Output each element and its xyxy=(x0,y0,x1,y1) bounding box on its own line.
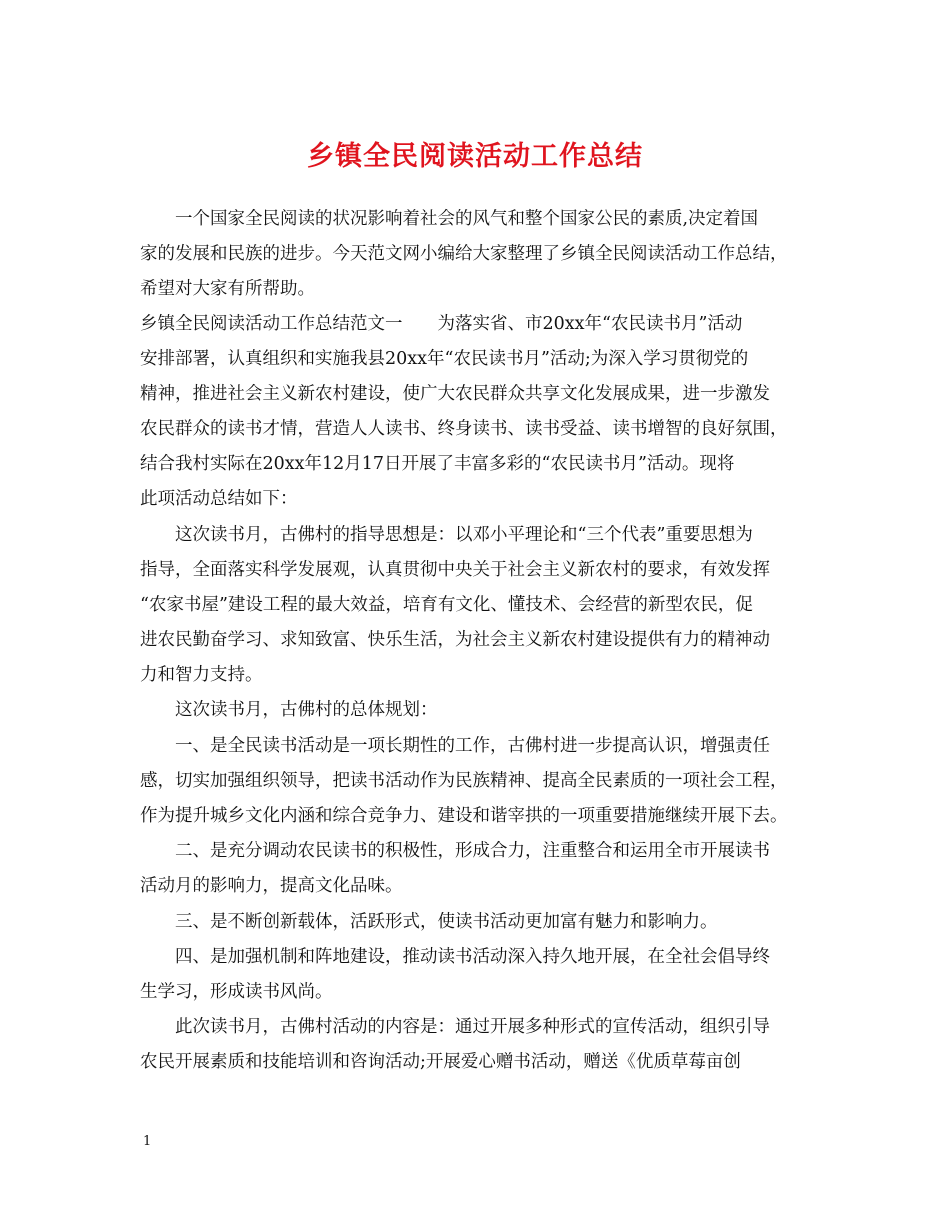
text-line: 感，切实加强组织领导，把读书活动作为民族精神、提高全民素质的一项社会工程， xyxy=(140,771,788,791)
text-line: 一、是全民读书活动是一项长期性的工作，古佛村进一步提高认识，增强责任 xyxy=(140,736,770,756)
text-line: 乡镇全民阅读活动工作总结范文一 为落实省、市20xx年“农民读书月”活动 xyxy=(140,314,743,334)
text-line: 此次读书月，古佛村活动的内容是：通过开展多种形式的宣传活动，组织引导 xyxy=(140,1017,770,1037)
text-line: 希望对大家有所帮助。 xyxy=(140,279,315,299)
text-line: 二、是充分调动农民读书的积极性，形成合力，注重整合和运用全市开展读书 xyxy=(140,841,770,861)
text-line: 此项活动总结如下： xyxy=(140,489,298,509)
text-line: 力和智力支持。 xyxy=(140,665,263,685)
page-number: 1 xyxy=(143,1134,152,1149)
text-line: “农家书屋”建设工程的最大效益，培育有文化、懂技术、会经营的新型农民，促 xyxy=(140,595,753,615)
text-line: 这次读书月，古佛村的指导思想是：以邓小平理论和“三个代表”重要思想为 xyxy=(140,525,753,545)
text-line: 农民开展素质和技能培训和咨询活动;开展爱心赠书活动，赠送《优质草莓亩创 xyxy=(140,1052,741,1072)
text-line: 农民群众的读书才情，营造人人读书、终身读书、读书受益、读书增智的良好氛围， xyxy=(140,419,788,439)
text-line: 家的发展和民族的进步。今天范文网小编给大家整理了乡镇全民阅读活动工作总结， xyxy=(140,244,788,264)
text-line: 结合我村实际在20xx年12月17日开展了丰富多彩的“农民读书月”活动。现将 xyxy=(140,454,735,474)
text-line: 三、是不断创新载体，活跃形式，使读书活动更加富有魅力和影响力。 xyxy=(140,912,718,932)
text-line: 生学习，形成读书风尚。 xyxy=(140,982,333,1002)
text-line: 活动月的影响力，提高文化品味。 xyxy=(140,876,403,896)
text-line: 精神，推进社会主义新农村建设，使广大农民群众共享文化发展成果，进一步激发 xyxy=(140,384,770,404)
text-line: 安排部署，认真组织和实施我县20xx年“农民读书月”活动;为深入学习贯彻党的 xyxy=(140,349,749,369)
text-line: 指导，全面落实科学发展观，认真贯彻中央关于社会主义新农村的要求，有效发挥 xyxy=(140,560,770,580)
document-title: 乡镇全民阅读活动工作总结 xyxy=(307,141,643,172)
text-line: 进农民勤奋学习、求知致富、快乐生活，为社会主义新农村建设提供有力的精神动 xyxy=(140,630,770,650)
text-line: 四、是加强机制和阵地建设，推动读书活动深入持久地开展，在全社会倡导终 xyxy=(140,947,770,967)
text-line: 作为提升城乡文化内涵和综合竞争力、建设和谐宰拱的一项重要措施继续开展下去。 xyxy=(140,806,788,826)
text-line: 这次读书月，古佛村的总体规划： xyxy=(140,700,438,720)
text-line: 一个国家全民阅读的状况影响着社会的风气和整个国家公民的素质,决定着国 xyxy=(140,209,759,229)
